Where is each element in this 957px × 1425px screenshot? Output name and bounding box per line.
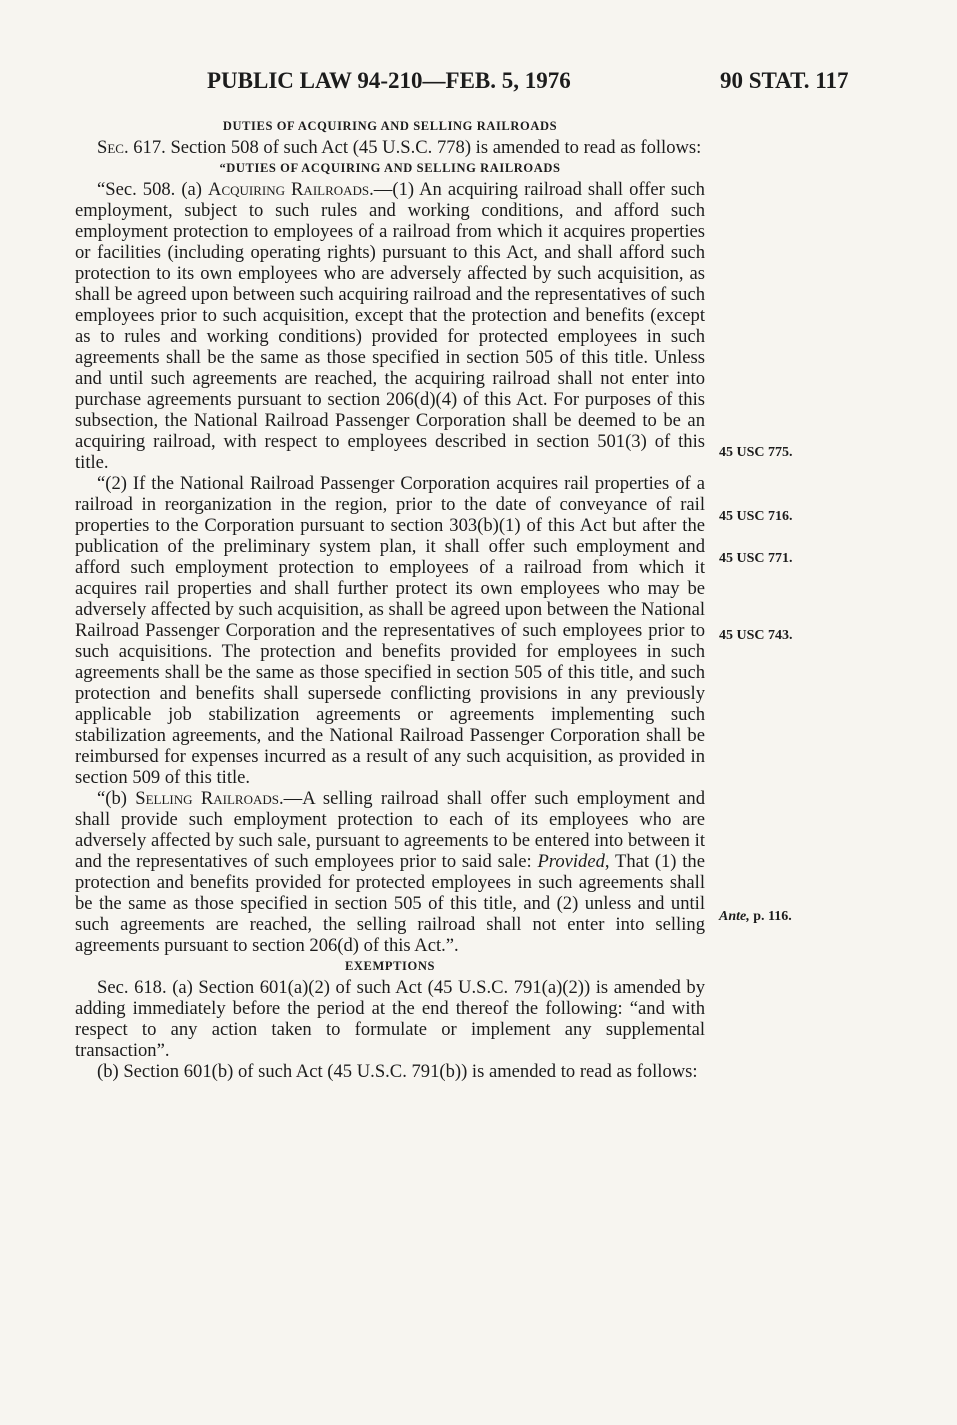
section-heading-exemptions: EXEMPTIONS [344, 959, 436, 973]
statute-page-number: 90 STAT. 117 [720, 68, 849, 93]
margin-note-ante-p116 [719, 909, 792, 925]
sec-508a2-paragraph: “(2) If the National Railroad Passenger Corporation acquires rail properties of a railroad in reorganization in the region, prior to the date of conveyance of rail properties to the Corporation pursuant to section 303(b)(1) of this Act but after the publication of the preliminary system plan, it shall offer such employment and afford such employment protection to employees of a railroad from which it acquires rail properties and shall further protect its own employees who may be adversely affected by such acquisition, as shall be agreed upon between the National Railroad Passenger Corporation and the representatives of such employees prior to such acquisitions. The protection and benefits provided for employees in such agreements shall be the same as those specified in section 505 of this title, and such protection and benefits shall supersede conflicting provisions in any previously applicable job stabilization agreements or agreements implementing such stabilization agreements, and the National Railroad Passenger Corporation shall be reimbursed for expenses incurred as a result of any such acquisition, as provided in section 509 of this title. [75, 473, 705, 788]
sec-508a-text: .—(1) An acquiring railroad shall offer such employment, subject to such rules and working conditions, and afford such employment protection to employees of a railroad from which it acquires properties or facilities (including operating rights) pursuant to this Act, and shall afford such protection to its own employees who are adversely affected by such acquisition, as shall be agreed upon between such acquiring railroad and the representatives of such employees prior to such acquisition, except that the protection and benefits (except as to rules and working conditions) provided for protected employees in such agreements shall be the same as those specified in section 505 of this title. Unless and until such agreements are reached, the acquiring railroad shall not enter into purchase agreements pursuant to section 206(d)(4) of this Act. For purposes of this subsection, the National Railroad Passenger Corporation shall be deemed to be an acquiring railroad, with respect to employees described in section 501(3) of this title. [75, 179, 705, 473]
margin-note-45-usc-775: 45 USC 775. [719, 445, 793, 460]
margin-note-45-usc-743: 45 USC 743. [719, 628, 793, 643]
ante-page: p. 116. [749, 909, 792, 924]
main-text-column [75, 116, 705, 1082]
sec-618a-paragraph: Sec. 618. (a) Section 601(a)(2) of such Act (45 U.S.C. 791(a)(2)) is amended by adding immediately before the period at the end thereof the following: “and with respect to any action taken to formulate or implement any supplemental transaction”. [75, 977, 705, 1061]
quoted-heading-duties: “DUTIES OF ACQUIRING AND SELLING RAILROADS [219, 161, 561, 175]
sec-508b-prefix: “(b) [97, 788, 136, 809]
sec-508b-paragraph [75, 788, 705, 956]
acquiring-railroads-caption: Acquiring Railroads [208, 179, 370, 200]
running-head [0, 68, 957, 98]
sec-508a-prefix: “Sec. 508. (a) [97, 179, 209, 200]
provided-word: Provided [537, 851, 605, 872]
sec-617-text: 617. Section 508 of such Act (45 U.S.C. 778) is amended to read as follows: [128, 137, 702, 158]
sec-618b-paragraph: (b) Section 601(b) of such Act (45 U.S.C. 791(b)) is amended to read as follows: [97, 1061, 698, 1082]
margin-note-45-usc-771: 45 USC 771. [719, 551, 793, 566]
section-heading-duties: DUTIES OF ACQUIRING AND SELLING RAILROADS [222, 119, 558, 133]
ante-word: Ante, [719, 909, 750, 924]
selling-railroads-caption: Selling Railroads [135, 788, 279, 809]
sec-508b-text-1: .—A selling railroad shall offer such employment and shall provide such employment protection to each of its employees who are adversely affected by such sale, pursuant to agreements to be entered into between it and the representatives of such employees prior to said sale: [75, 788, 705, 872]
margin-note-45-usc-716: 45 USC 716. [719, 509, 793, 524]
sec-617-paragraph [75, 137, 705, 158]
page-title: PUBLIC LAW 94-210—FEB. 5, 1976 [207, 68, 571, 93]
sec-508b-text-2: , That (1) the protection and benefits provided for protected employees in such agreements shall be the same as those specified in section 505 of this title, and (2) unless and until such agreements are reached, the selling railroad shall not enter into selling agreements pursuant to section 206(d) of this Act.”. [75, 851, 705, 956]
sec-label: Sec. [97, 137, 129, 158]
sec-508a-paragraph [75, 179, 705, 473]
